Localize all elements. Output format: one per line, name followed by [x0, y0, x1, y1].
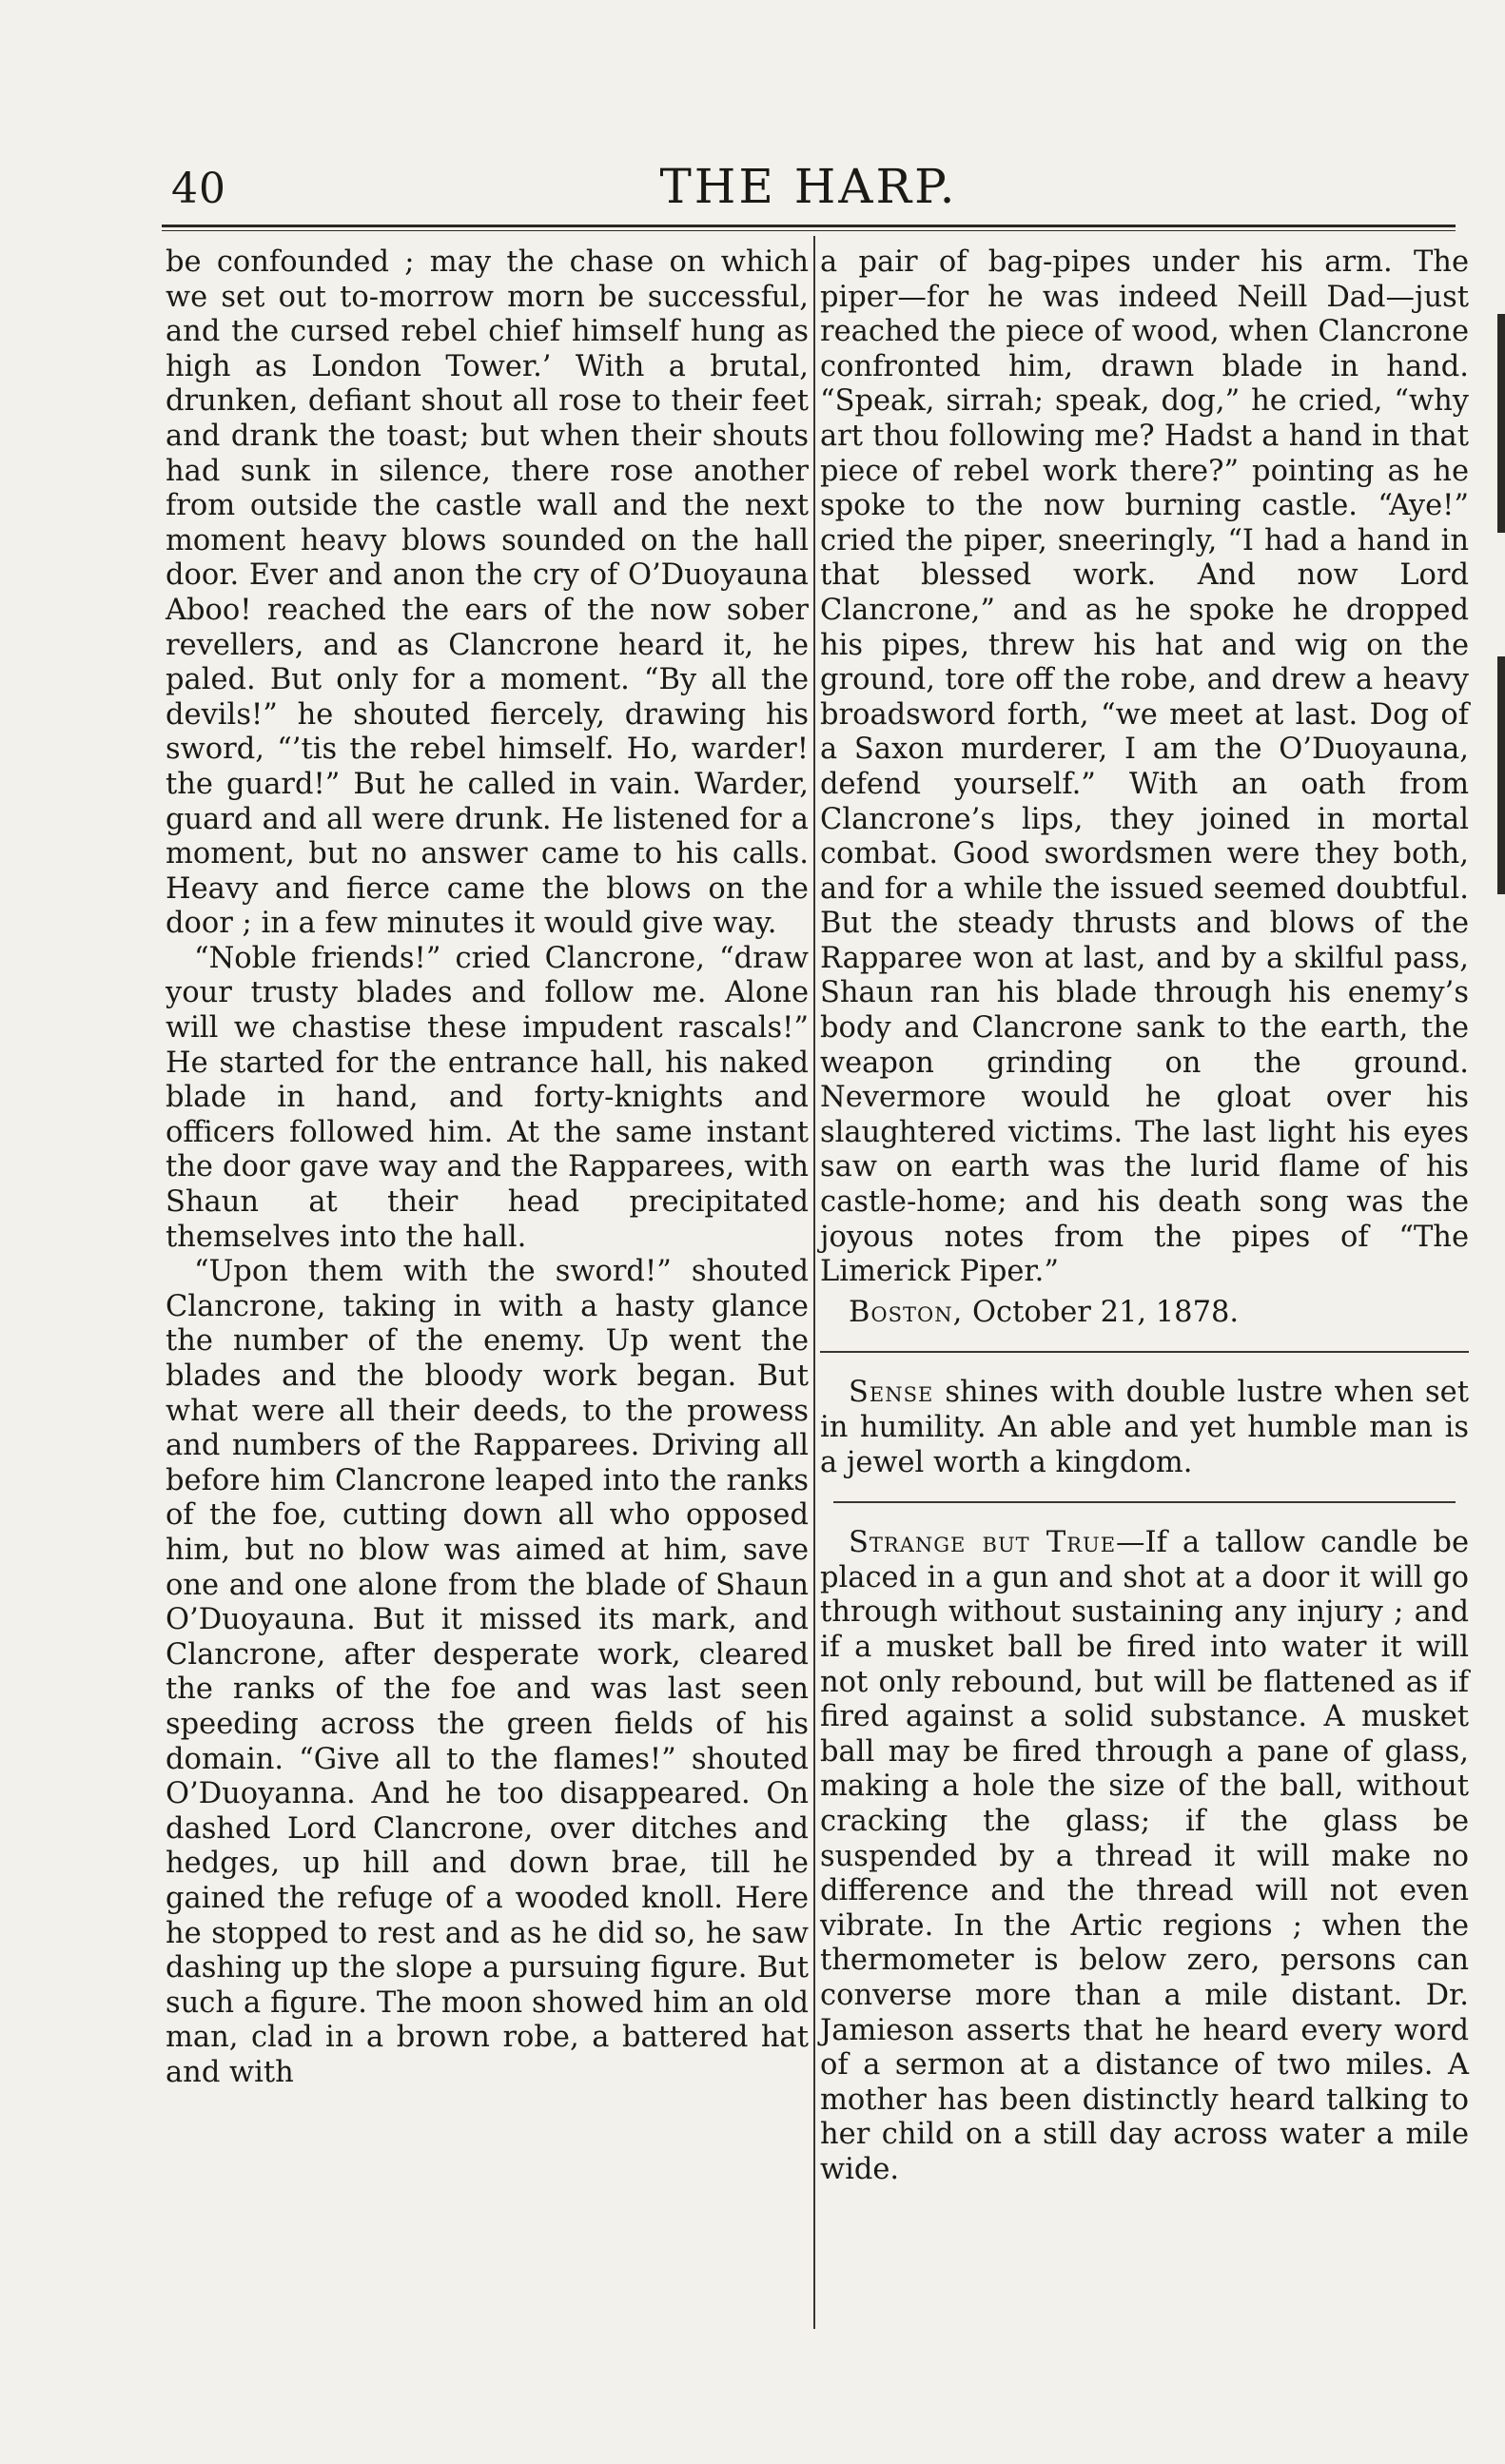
page-edge-mark [1497, 314, 1505, 533]
strange-text: —If a tallow candle be placed in a gun and shot at a door it will go through without sustaining any injury ; and if a musket ball be fired into water it will not only rebound, but will be flattened as if fired against a solid substance. A musket ball may be fired through a pane of glass, making a hole the size of the ball, without cracking the glass; if the glass be suspended by a thread it will make no difference and the thread will not even vibrate. In the Artic regions ; when the thermometer is below zero, persons can converse more than a mile distant. Dr. Jamieson asserts that he heard every word of a sermon at a distance of two miles. A mother has been distinctly heard talking to her child on a still day across water a mile wide. [820, 1526, 1470, 2186]
sense-text: shines with double lustre when set in humility. An able and yet humble man is a jewel worth a kingdom. [820, 1376, 1469, 1479]
header-rule [162, 225, 1456, 231]
page-number: 40 [171, 165, 226, 213]
story-paragraph-2: “Noble friends!” cried Clancrone, “draw your trusty blades and follow me. Alone will we chastise these impudent rascals!” He started for the entrance hall, his naked blade in hand, and forty-knights and officers followed him. At the same instant the door gave way and the Rapparees, with Shaun at their head precipitated themselves into the hall. [166, 941, 809, 1254]
dateline [820, 1296, 1469, 1331]
dateline-place: Boston, [849, 1295, 964, 1329]
strange-heading: Strange but True [849, 1526, 1117, 1560]
sense-item [820, 1376, 1469, 1480]
dateline-date: October 21, 1878. [972, 1295, 1240, 1329]
column-divider [813, 236, 815, 2329]
story-paragraph-3: “Upon them with the sword!” shouted Clancrone, taking in with a hasty glance the number of the enemy. Up went the blades and the bloody work began. But what were all their deeds, to the prowess and numbers of the Rapparees. Driving all before him Clancrone leaped into the ranks of the foe, cutting down all who opposed him, but no blow was aimed at him, save one and one alone from the blade of Shaun O’Duoyauna. But it missed its mark, and Clancrone, after desperate work, cleared the ranks of the foe and was last seen speeding across the green fields of his domain. “Give all to the flames!” shouted O’Duoyanna. And he too disappeared. On dashed Lord Clancrone, over ditches and hedges, up hill and down brae, till he gained the refuge of a wooded knoll. Here he stopped to rest and as he did so, he saw dashing up the slope a pursuing figure. But such a figure. The moon showed him an old man, clad in a brown robe, a battered hat and with [166, 1255, 809, 2089]
sense-heading: Sense [849, 1376, 934, 1410]
story-conclusion: a pair of bag-pipes under his arm. The piper—for he was indeed Neill Dad—just reached the piece of wood, when Clancrone confronted him, drawn blade in hand. “Speak, sirrah; speak, dog,” he cried, “why art thou following me? Hadst a hand in that piece of rebel work there?” pointing as he spoke to the now burning castle. “Aye!” cried the piper, sneeringly, “I had a hand in that blessed work. And now Lord Clancrone,” and as he spoke he dropped his pipes, threw his hat and wig on the ground, tore off the robe, and drew a heavy broadsword forth, “we meet at last. Dog of a Saxon murderer, I am the O’Duoyauna, defend yourself.” With an oath from Clancrone’s lips, they joined in mortal combat. Good swordsmen were they both, and for a while the issued seemed doubtful. But the steady thrusts and blows of the Rapparee won at last, and by a skilful pass, Shaun ran his blade through his enemy’s body and Clancrone sank to the earth, the weapon grinding on the ground. Nevermore would he gloat over his slaughtered victims. The last light his eyes saw on earth was the lurid flame of his castle-home; and his death song was the joyous notes from the pipes of “The Limerick Piper.” [820, 245, 1469, 1289]
left-column [166, 245, 809, 2090]
section-rule [820, 1351, 1469, 1353]
page-edge-mark [1497, 656, 1505, 894]
page-header [162, 157, 1456, 224]
section-rule-short [833, 1501, 1456, 1503]
strange-item [820, 1526, 1469, 2187]
page-title: THE HARP. [659, 159, 958, 214]
right-column [820, 245, 1469, 2187]
story-paragraph-1: be confounded ; may the chase on which we set out to-morrow morn be successful, and the cursed rebel chief himself hung as high as London Tower.’ With a brutal, drunken, defiant shout all rose to their feet and drank the toast; but when their shouts had sunk in silence, there rose another from outside the castle wall and the next moment heavy blows sounded on the hall door. Ever and anon the cry of O’Duoyauna Aboo! reached the ears of the now sober revellers, and as Clancrone heard it, he paled. But only for a moment. “By all the devils!” he shouted fiercely, drawing his sword, “’tis the rebel himself. Ho, warder! the guard!” But he called in vain. Warder, guard and all were drunk. He listened for a moment, but no answer came to his calls. Heavy and fierce came the blows on the door ; in a few minutes it would give way. [166, 245, 809, 941]
